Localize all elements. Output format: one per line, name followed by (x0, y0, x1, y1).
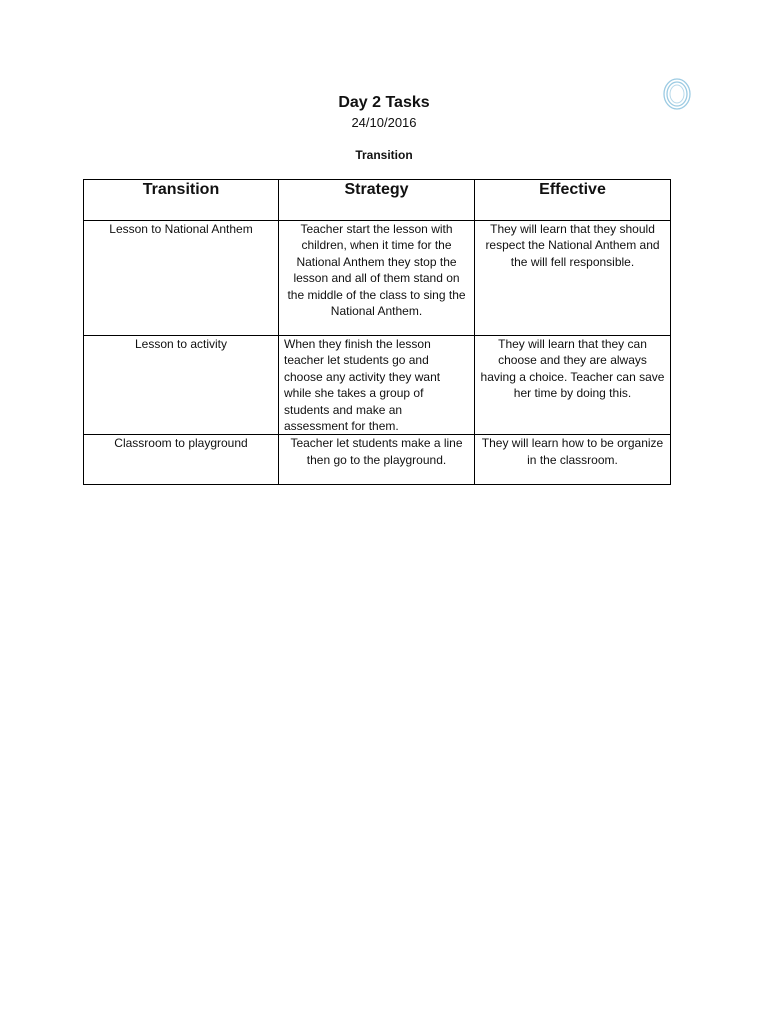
header-transition: Transition (84, 180, 279, 221)
transition-table (83, 179, 671, 485)
table-row (84, 336, 671, 435)
strategy-cell: Teacher start the lesson with children, when it time for the National Anthem they stop the lesson and all of them stand on the middle of the class to sing the National Anthem. (279, 221, 475, 336)
header-effective: Effective (475, 180, 671, 221)
effective-cell: They will learn how to be organize in the classroom. (475, 435, 671, 485)
table-header-row (84, 180, 671, 221)
transition-cell: Lesson to activity (84, 336, 279, 435)
page-date: 24/10/2016 (351, 115, 417, 130)
table-row (84, 435, 671, 485)
section-heading: Transition (355, 148, 413, 162)
transition-table-container (83, 179, 671, 487)
transition-cell: Classroom to playground (84, 435, 279, 485)
effective-cell: They will learn that they should respect the National Anthem and the will fell responsible. (475, 221, 671, 336)
strategy-cell: When they finish the lesson teacher let students go and choose any activity they want while she takes a group of students and make an assessment for them. (279, 336, 475, 435)
header-strategy: Strategy (279, 180, 475, 221)
page-title: Day 2 Tasks (338, 94, 430, 111)
table-row (84, 221, 671, 336)
transition-cell: Lesson to National Anthem (84, 221, 279, 336)
strategy-cell: Teacher let students make a line then go to the playground. (279, 435, 475, 485)
effective-cell: They will learn that they can choose and they are always having a choice. Teacher can save her time by doing this. (475, 336, 671, 435)
